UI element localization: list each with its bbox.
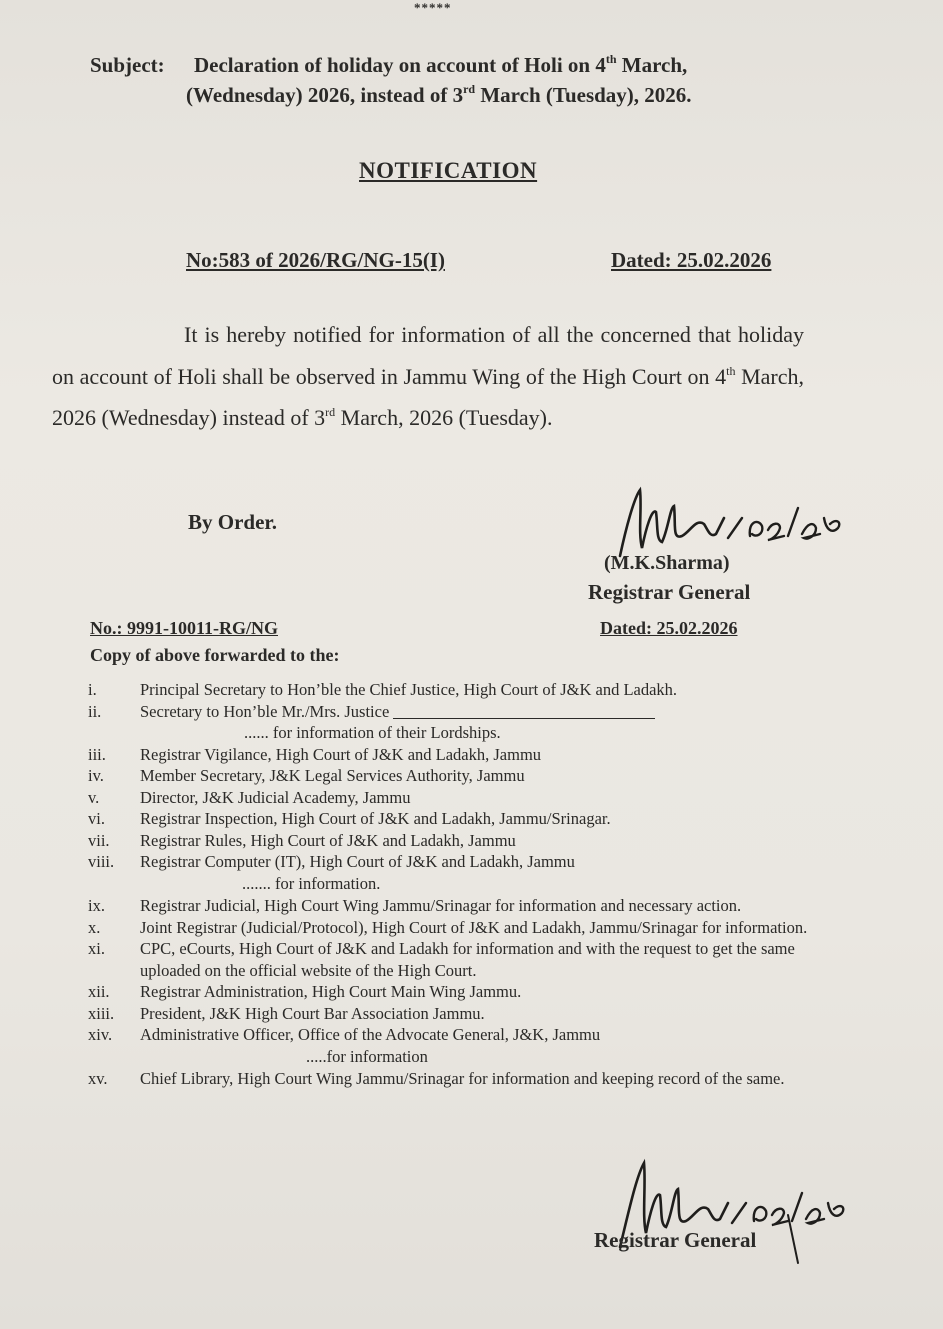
signature-bottom-text: 25/02/26	[772, 1261, 776, 1262]
justice-name-blank	[393, 704, 655, 719]
list-item: xiv. Administrative Officer, Office of the Advocate General, J&K, Jammu .....for information	[88, 1025, 601, 1066]
signatory-name: (M.K.Sharma)	[604, 552, 730, 574]
subject-label: Subject:	[90, 53, 165, 77]
footer-designation: Registrar General	[594, 1228, 757, 1252]
notification-title: NOTIFICATION	[359, 158, 538, 183]
subject-line1-a: Declaration of holiday on account of Holi on 4	[194, 53, 606, 77]
list-item: vii. Registrar Rules, High Court of J&K and Ladakh, Jammu	[88, 830, 516, 850]
subject-block	[90, 50, 820, 110]
body-sup1: th	[726, 363, 736, 378]
signature-top-text: 25/02/26	[772, 574, 776, 575]
list-item: x. Joint Registrar (Judicial/Protocol), High Court of J&K and Ladakh, Jammu/Srinagar for information.	[88, 917, 808, 937]
list-item: vi. Registrar Inspection, High Court of J&K and Ladakh, Jammu/Srinagar.	[88, 809, 611, 828]
recipient-list	[88, 679, 810, 1090]
subject-line2-b: March (Tuesday), 2026.	[475, 83, 692, 107]
list-item: iii. Registrar Vigilance, High Court of J&K and Ladakh, Jammu	[88, 744, 542, 764]
copy-forwarded-line: Copy of above forwarded to the:	[90, 645, 340, 665]
subject-line1-b: March,	[616, 53, 688, 77]
list-item: v. Director, J&K Judicial Academy, Jammu	[88, 787, 411, 807]
endorsement-date: Dated: 25.02.2026	[600, 618, 738, 638]
subject-line2-sup: rd	[463, 82, 476, 96]
list-item: ii. Secretary to Hon’ble Mr./Mrs. Justice ...... for information of their Lordships.	[88, 701, 810, 744]
body-part2: March, 2026 (Wednesday) instead of 3	[52, 363, 804, 430]
notification-date: Dated: 25.02.2026	[611, 248, 772, 272]
by-order: By Order.	[188, 510, 278, 534]
notification-number: No:583 of 2026/RG/NG-15(I)	[186, 248, 445, 272]
body-sup2: rd	[325, 405, 336, 419]
subject-line1-sup: th	[605, 52, 617, 66]
list-item: xiii. President, J&K High Court Bar Association Jammu.	[88, 1003, 485, 1023]
list-item: i. Principal Secretary to Hon’ble the Chief Justice, High Court of J&K and Ladakh.	[88, 680, 678, 699]
body-part3: March, 2026 (Tuesday).	[335, 405, 553, 430]
endorsement-number: No.: 9991-10011-RG/NG	[90, 618, 278, 638]
signatory-designation: Registrar General	[588, 580, 751, 604]
notification-body	[52, 314, 804, 439]
list-item: xii. Registrar Administration, High Court Main Wing Jammu.	[88, 982, 522, 1001]
list-item: xv. Chief Library, High Court Wing Jammu/Srinagar for information and keeping record of the same.	[88, 1069, 785, 1088]
header-stars: *****	[414, 0, 452, 15]
list-item: ix. Registrar Judicial, High Court Wing Jammu/Srinagar for information and necessary action.	[88, 896, 742, 915]
list-item: xi. CPC, eCourts, High Court of J&K and Ladakh for information and with the request to get the same uploaded on the official website of the High Court.	[88, 939, 795, 980]
list-item: iv. Member Secretary, J&K Legal Services Authority, Jammu	[88, 766, 525, 785]
subject-line2-a: (Wednesday) 2026, instead of 3	[186, 83, 464, 107]
body-part1: It is hereby notified for information of all the concerned that holiday on account of Holi shall be observed in Jammu Wing of the High Court on 4	[52, 322, 804, 389]
list-item: viii. Registrar Computer (IT), High Court of J&K and Ladakh, Jammu ....... for information.	[88, 852, 575, 893]
